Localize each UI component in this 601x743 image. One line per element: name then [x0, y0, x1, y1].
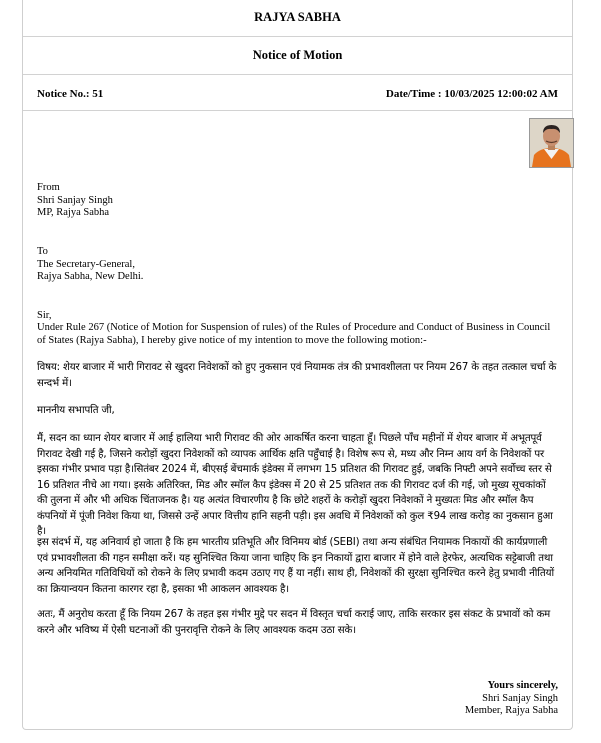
signature-name: Shri Sanjay Singh — [482, 692, 558, 704]
notice-info-bar — [23, 80, 572, 110]
notice-number: Notice No.: 51 — [37, 88, 104, 100]
signature-designation: Member, Rajya Sabha — [464, 705, 558, 716]
page-title: Notice of Motion — [252, 48, 343, 62]
house-title: RAJYA SABHA — [254, 10, 341, 24]
member-photo — [529, 118, 574, 168]
from-label: From — [37, 182, 60, 193]
divider — [23, 74, 572, 75]
to-line1: The Secretary-General, — [37, 258, 135, 270]
body-paragraph-2: इस संदर्भ में, यह अनिवार्य हो जाता है कि हम भारतीय प्रतिभूति और विनिमय बोर्ड (SEBI) तथा अन्य संबंधित नियामक निकायों की कार्यप्रणाली एवं प्रभावशीलता की गहन समीक्षा करें। यह सुनिश्चित किया जाना चाहिए कि इन निकायों द्वारा बाजार में होने वाले हेरफेर, अत्यधिक सट्टेबाजी तथा अन्य अनियमित गतिविधियों को रोकने के लिए प्रभावी कदम उठाए गए हैं या नहीं। साथ ही, निवेशकों की सुरक्षा सुनिश्चित करने हेतु प्रभावी नीतियों का क्रियान्वयन कितना कारगर रहा है, इसका भी आकलन आवश्यक है। — [37, 537, 554, 595]
notice-datetime: Date/Time : 10/03/2025 12:00:02 AM — [385, 88, 558, 100]
greeting: माननीय सभापति जी, — [37, 405, 115, 416]
member-photo-image — [530, 119, 573, 167]
motion-subject: विषय: शेयर बाजार में भारी गिरावट से खुदरा निवेशकों को हुए नुकसान एवं नियामक तंत्र की प्रभावशीलता पर नियम 267 के तहत तत्काल चर्चा के सन्दर्भ में। — [37, 362, 557, 389]
closing: Yours sincerely, — [487, 680, 558, 691]
salutation: Sir, — [37, 310, 52, 321]
notice-document — [22, 0, 573, 730]
to-line2: Rajya Sabha, New Delhi. — [37, 271, 144, 282]
body-paragraph-3: अतः, मैं अनुरोध करता हूँ कि नियम 267 के तहत इस गंभीर मुद्दे पर सदन में विस्तृत चर्चा कराई जाए, ताकि सरकार इस संकट के प्रभावों को कम करने और भविष्य में ऐसी घटनाओं की पुनरावृत्ति रोकने के लिए आवश्यक कदम उठा सके। — [37, 609, 551, 636]
from-name: Shri Sanjay Singh — [37, 194, 113, 206]
from-block — [37, 182, 113, 220]
body-paragraph-1: मैं, सदन का ध्यान शेयर बाजार में आई हालिया भारी गिरावट की ओर आकर्षित करना चाहता हूँ। पिछले पाँच महीनों में शेयर बाजार में अभूतपूर्व गिरावट देखी गई है, जिसने करोड़ों खुदरा निवेशकों को व्यापक आर्थिक क्षति पहुँचाई है। विशेष रूप से, मध्य और निम्न आय वर्ग के निवेशकों पर इसका गंभीर प्रभाव पड़ा है।सितंबर 2024 में, बीएसई बेंचमार्क इंडेक्स में लगभग 15 प्रतिशत की गिरावट हुई, जबकि निफ्टी अपने सर्वोच्च स्तर से 16 प्रतिशत नीचे आ गया। इसके अतिरिक्त, मिड और स्मॉल कैप इंडेक्स में 20 से 25 प्रतिशत तक की गिरावट दर्ज की गई, जो मुख्य सूचकांकों की तुलना में और भी अधिक चिंताजनक है। यह अत्यंत विचारणीय है कि छोटे शहरों के करोड़ों खुदरा निवेशकों ने मुख्यतः मिड और स्मॉल कैप कंपनियों में पूंजी निवेश किया था, जिससे उन्हें अपार वित्तीय हानि सहनी पड़ी। इस अवधि में निवेशकों को कुल ₹94 लाख करोड़ का नुकसान हुआ है। — [37, 433, 553, 537]
signature-block — [465, 680, 558, 718]
from-designation: MP, Rajya Sabha — [37, 207, 110, 218]
to-label: To — [37, 246, 48, 257]
divider — [23, 110, 572, 111]
motion-intro: Under Rule 267 (Notice of Motion for Suspension of rules) of the Rules of Procedure and Conduct of Business in Council of States (Rajya Sabha), I hereby give notice of my intention to move the following motion:- — [37, 322, 551, 346]
to-block — [37, 246, 143, 284]
divider — [23, 36, 572, 37]
